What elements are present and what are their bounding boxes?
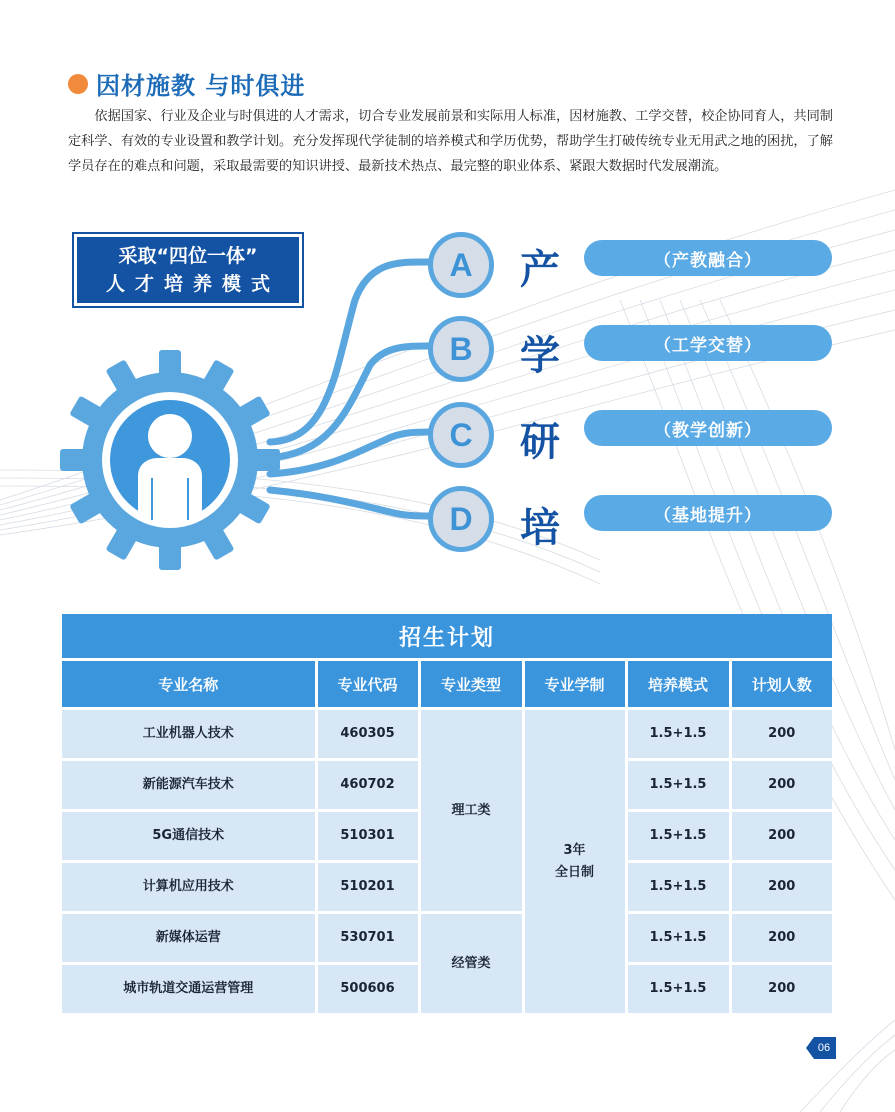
major-name: 新媒体运营 (62, 913, 316, 964)
char-yan: 研 (520, 419, 560, 465)
col-header-type: 专业类型 (419, 661, 523, 709)
page-number (806, 1037, 836, 1059)
major-code: 510201 (316, 862, 419, 913)
major-code: 460702 (316, 760, 419, 811)
training-mode: 1.5+1.5 (626, 862, 730, 913)
char-pei: 培 (520, 505, 560, 551)
plan-count: 200 (730, 709, 832, 760)
char-chan: 产 (520, 247, 560, 293)
pill-industry-education: （产教融合） (584, 240, 832, 276)
major-code: 500606 (316, 964, 419, 1015)
col-header-mode: 培养模式 (626, 661, 730, 709)
training-mode: 1.5+1.5 (626, 811, 730, 862)
major-name: 工业机器人技术 (62, 709, 316, 760)
col-header-duration: 专业学制 (523, 661, 626, 709)
page-number-text: 06 (817, 1042, 831, 1054)
table-row (62, 709, 832, 760)
training-mode: 1.5+1.5 (626, 760, 730, 811)
major-code: 530701 (316, 913, 419, 964)
table-header-row (62, 661, 832, 709)
pill-teaching-innovation: （教学创新） (584, 410, 832, 446)
major-type-group: 经管类 (419, 913, 523, 1015)
major-name: 城市轨道交通运营管理 (62, 964, 316, 1015)
training-mode-box (74, 234, 302, 306)
col-header-count: 计划人数 (730, 661, 832, 709)
major-name: 新能源汽车技术 (62, 760, 316, 811)
intro-paragraph: 依据国家、行业及企业与时俱进的人才需求，切合专业发展前景和实际用人标准，因材施教、工学交替，校企协同育人，共同制定科学、有效的专业设置和教学计划。充分发挥现代学徒制的培养模式和学历优势，帮助学生打破传统专业无用武之地的困扰，了解学员存在的难点和问题，采取最需要的知识讲授、最新技术热点、最完整的职业体系、紧跟大数据时代发展潮流。 (68, 109, 833, 174)
char-xue: 学 (520, 333, 560, 379)
col-header-code: 专业代码 (316, 661, 419, 709)
plan-count: 200 (730, 913, 832, 964)
orange-dot-icon (68, 74, 88, 94)
table-row (62, 913, 832, 964)
enrollment-plan (62, 614, 832, 1016)
plan-count: 200 (730, 862, 832, 913)
duration-years: 3年 (563, 842, 586, 858)
plan-count: 200 (730, 811, 832, 862)
gear-icon (60, 350, 280, 570)
section-heading (68, 66, 305, 101)
letter-circle-c: C (428, 402, 494, 468)
enrollment-table (62, 661, 832, 1016)
pill-base-upgrade: （基地提升） (584, 495, 832, 531)
letter-circle-a: A (428, 232, 494, 298)
plan-title: 招生计划 (62, 614, 832, 661)
section-title: 因材施教 与时俱进 (96, 72, 306, 100)
major-name: 计算机应用技术 (62, 862, 316, 913)
letter-circle-d: D (428, 486, 494, 552)
plan-count: 200 (730, 964, 832, 1015)
major-type-group: 理工类 (419, 709, 523, 913)
mode-box-line1: 采取“四位一体” (118, 245, 258, 267)
major-name: 5G通信技术 (62, 811, 316, 862)
letter-circle-b: B (428, 316, 494, 382)
mode-box-line2: 人才培养模式 (105, 273, 280, 295)
pill-work-study: （工学交替） (584, 325, 832, 361)
col-header-name: 专业名称 (62, 661, 316, 709)
training-mode: 1.5+1.5 (626, 964, 730, 1015)
training-mode: 1.5+1.5 (626, 913, 730, 964)
plan-count: 200 (730, 760, 832, 811)
major-duration (523, 709, 626, 1015)
major-code: 460305 (316, 709, 419, 760)
duration-fulltime: 全日制 (554, 864, 594, 880)
training-mode: 1.5+1.5 (626, 709, 730, 760)
major-code: 510301 (316, 811, 419, 862)
